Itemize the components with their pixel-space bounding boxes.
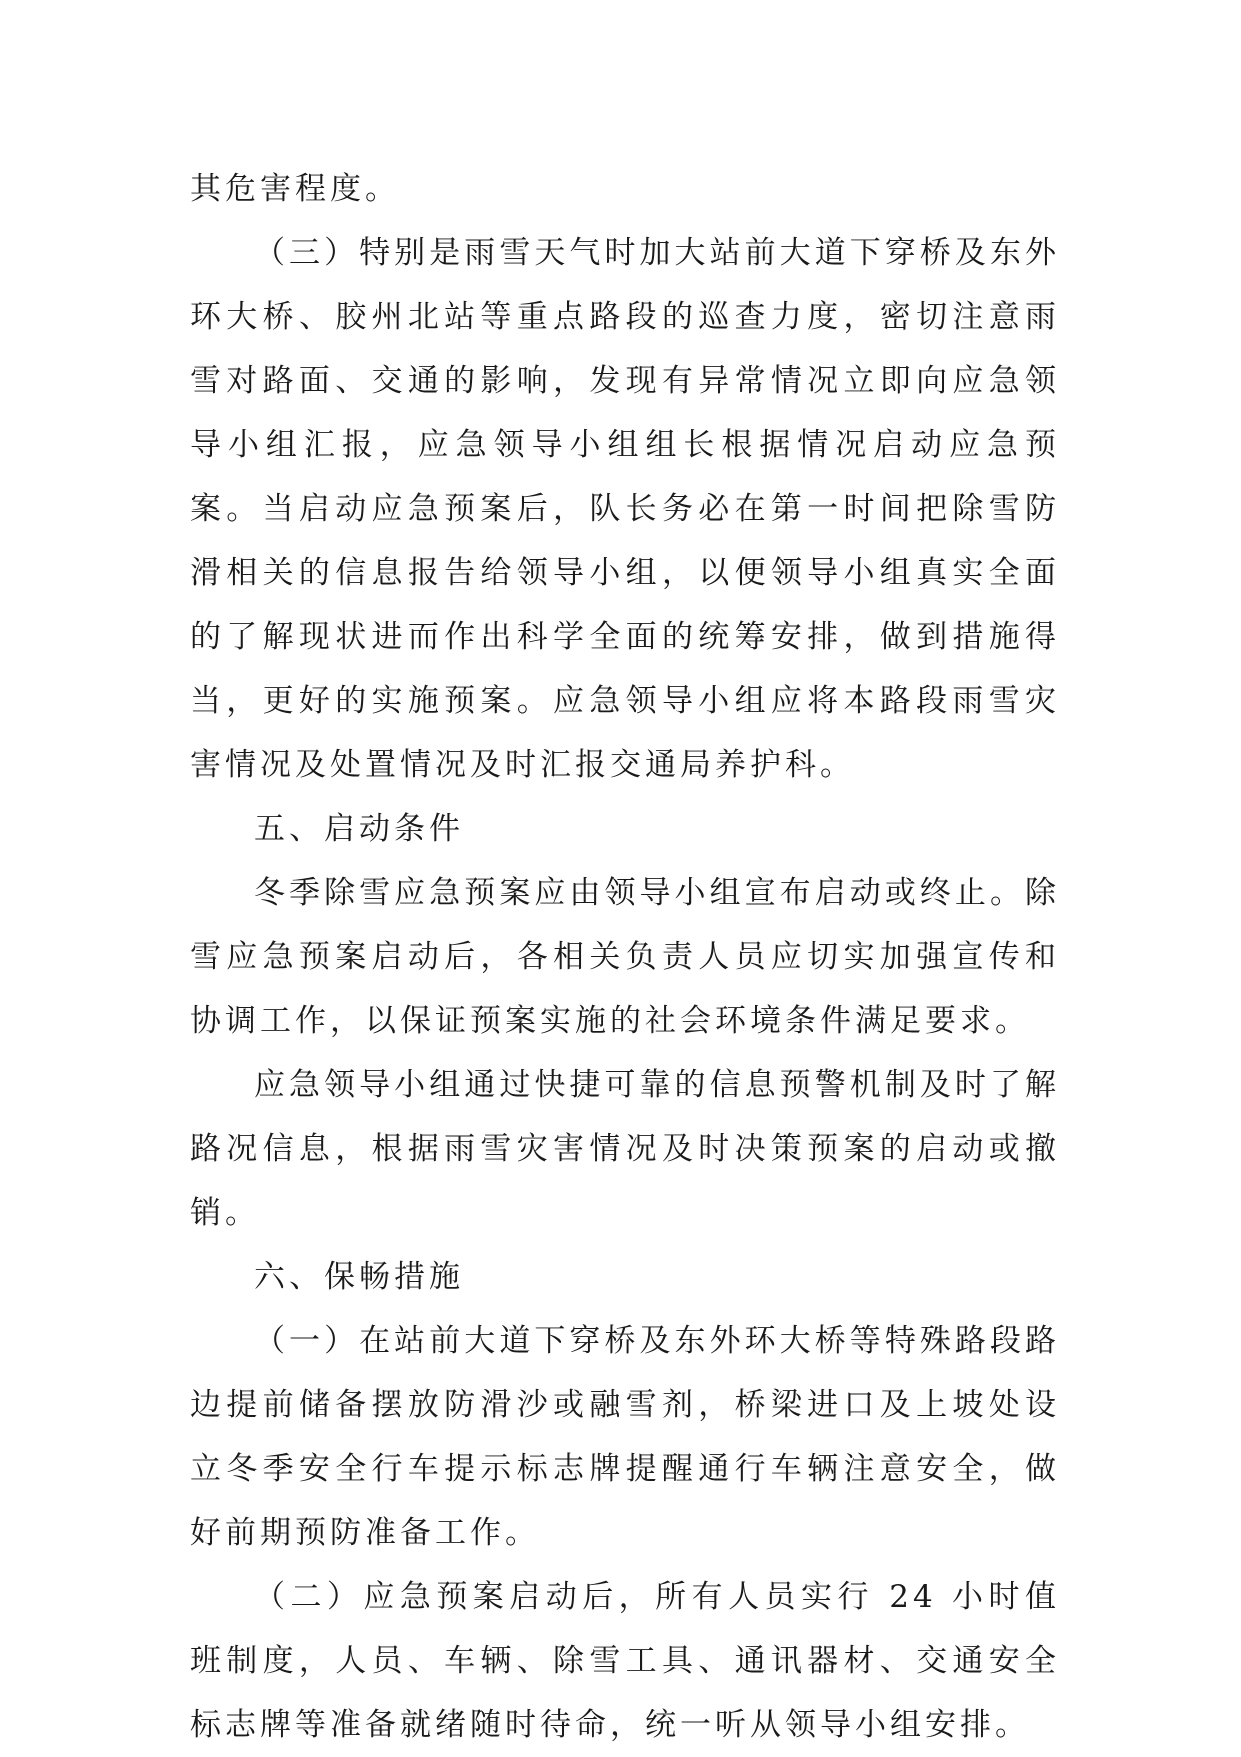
paragraph-start-conditions-2: 应急领导小组通过快捷可靠的信息预警机制及时了解路况信息，根据雨雪灾害情况及时决策预案的启动或撤销。 [190,1067,1060,1231]
document-body [190,157,1060,1757]
paragraph-continuation: 其危害程度。 [190,171,400,207]
paragraph-measure-2: （二）应急预案启动后，所有人员实行 24 小时值班制度，人员、车辆、除雪工具、通讯器材、交通安全标志牌等准备就绪随时待命，统一听从领导小组安排。 [190,1579,1060,1743]
section-heading-start-conditions: 五、启动条件 [254,811,464,847]
section-heading-traffic-measures: 六、保畅措施 [254,1259,464,1295]
paragraph-measure-1: （一）在站前大道下穿桥及东外环大桥等特殊路段路边提前储备摆放防滑沙或融雪剂，桥梁进口及上坡处设立冬季安全行车提示标志牌提醒通行车辆注意安全，做好前期预防准备工作。 [190,1323,1060,1551]
paragraph-start-conditions-1: 冬季除雪应急预案应由领导小组宣布启动或终止。除雪应急预案启动后，各相关负责人员应切实加强宣传和协调工作，以保证预案实施的社会环境条件满足要求。 [190,875,1060,1039]
paragraph-item-3: （三）特别是雨雪天气时加大站前大道下穿桥及东外环大桥、胶州北站等重点路段的巡查力度，密切注意雨雪对路面、交通的影响，发现有异常情况立即向应急领导小组汇报，应急领导小组组长根据情况启动应急预案。当启动应急预案后，队长务必在第一时间把除雪防滑相关的信息报告给领导小组，以便领导小组真实全面的了解现状进而作出科学全面的统筹安排，做到措施得当，更好的实施预案。应急领导小组应将本路段雨雪灾害情况及处置情况及时汇报交通局养护科。 [190,235,1060,783]
